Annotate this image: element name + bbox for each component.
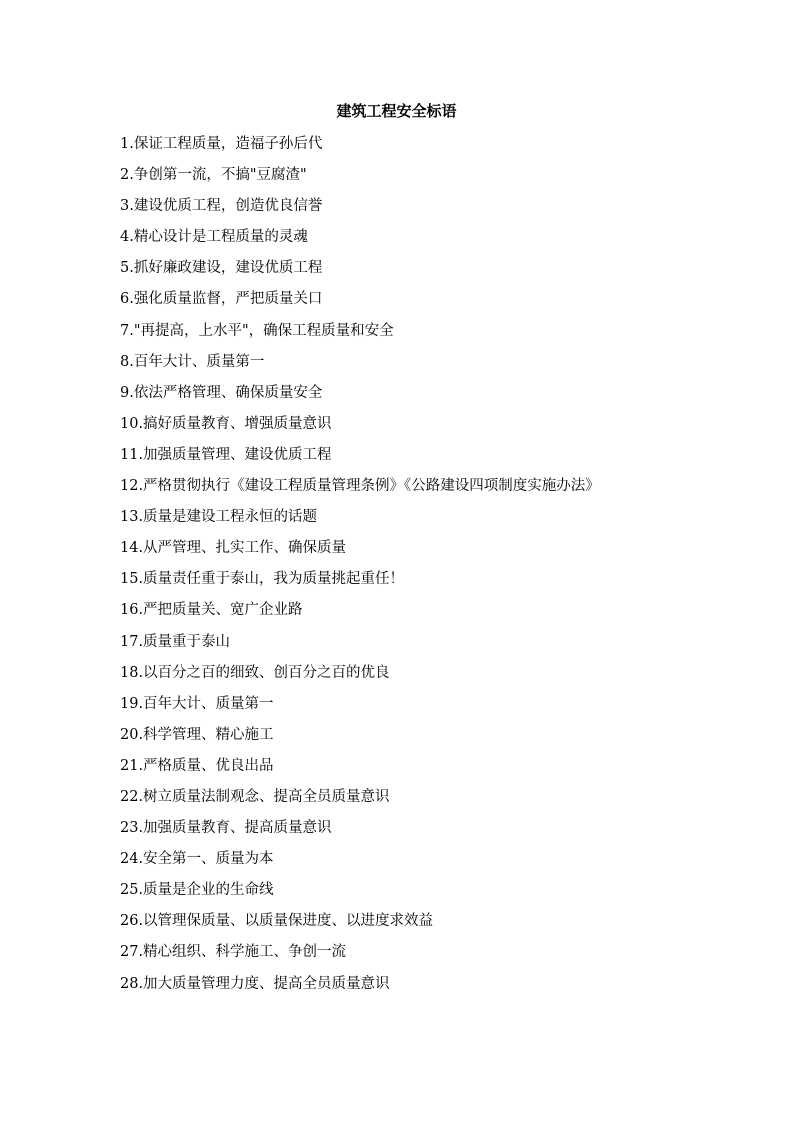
slogan-item: 16.严把质量关、宽广企业路 <box>120 602 303 619</box>
slogan-item: 22.树立质量法制观念、提高全员质量意识 <box>120 788 390 805</box>
slogan-item: 1.保证工程质量，造福子孙后代 <box>120 136 323 152</box>
slogan-item: 12.严格贯彻执行《建设工程质量管理条例》《公路建设四项制度实施办法》 <box>120 478 600 495</box>
slogan-item: 24.安全第一、质量为本 <box>120 851 274 868</box>
slogan-item: 18.以百分之百的细致、创百分之百的优良 <box>120 664 390 681</box>
slogan-item: 5.抓好廉政建设，建设优质工程 <box>120 260 323 277</box>
slogan-item: 17.质量重于泰山 <box>120 633 231 650</box>
slogan-item: 11.加强质量管理、建设优质工程 <box>120 446 332 463</box>
slogan-item: 26.以管理保质量、以质量保进度、以进度求效益 <box>120 913 434 930</box>
slogan-item: 15.质量责任重于泰山，我为质量挑起重任！ <box>120 571 405 588</box>
slogan-item: 14.从严管理、扎实工作、确保质量 <box>120 540 347 557</box>
slogan-item: 20.科学管理、精心施工 <box>120 726 274 743</box>
slogan-list <box>120 133 720 1004</box>
slogan-item: 27.精心组织、科学施工、争创一流 <box>120 944 347 961</box>
slogan-item: 19.百年大计、质量第一 <box>120 695 274 712</box>
slogan-item: 3.建设优质工程，创造优良信誉 <box>120 198 323 215</box>
slogan-item: 9.依法严格管理、确保质量安全 <box>120 384 323 401</box>
slogan-item: 4.精心设计是工程质量的灵魂 <box>120 229 308 246</box>
slogan-item: 8.百年大计、质量第一 <box>120 353 265 370</box>
slogan-item: 23.加强质量教育、提高质量意识 <box>120 820 332 837</box>
slogan-item: 6.强化质量监督，严把质量关口 <box>120 291 323 308</box>
slogan-item: 13.质量是建设工程永恒的话题 <box>120 509 318 526</box>
slogan-item: 10.搞好质量教育、增强质量意识 <box>120 415 332 432</box>
slogan-item: 7."再提高，上水平"，确保工程质量和安全 <box>120 322 394 339</box>
slogan-item: 21.严格质量、优良出品 <box>120 757 274 774</box>
slogan-item: 25.质量是企业的生命线 <box>120 882 274 899</box>
document-title: 建筑工程安全标语 <box>336 102 457 120</box>
slogan-item: 2.争创第一流，不搞"豆腐渣" <box>120 167 307 184</box>
slogan-item: 28.加大质量管理力度、提高全员质量意识 <box>120 975 390 992</box>
